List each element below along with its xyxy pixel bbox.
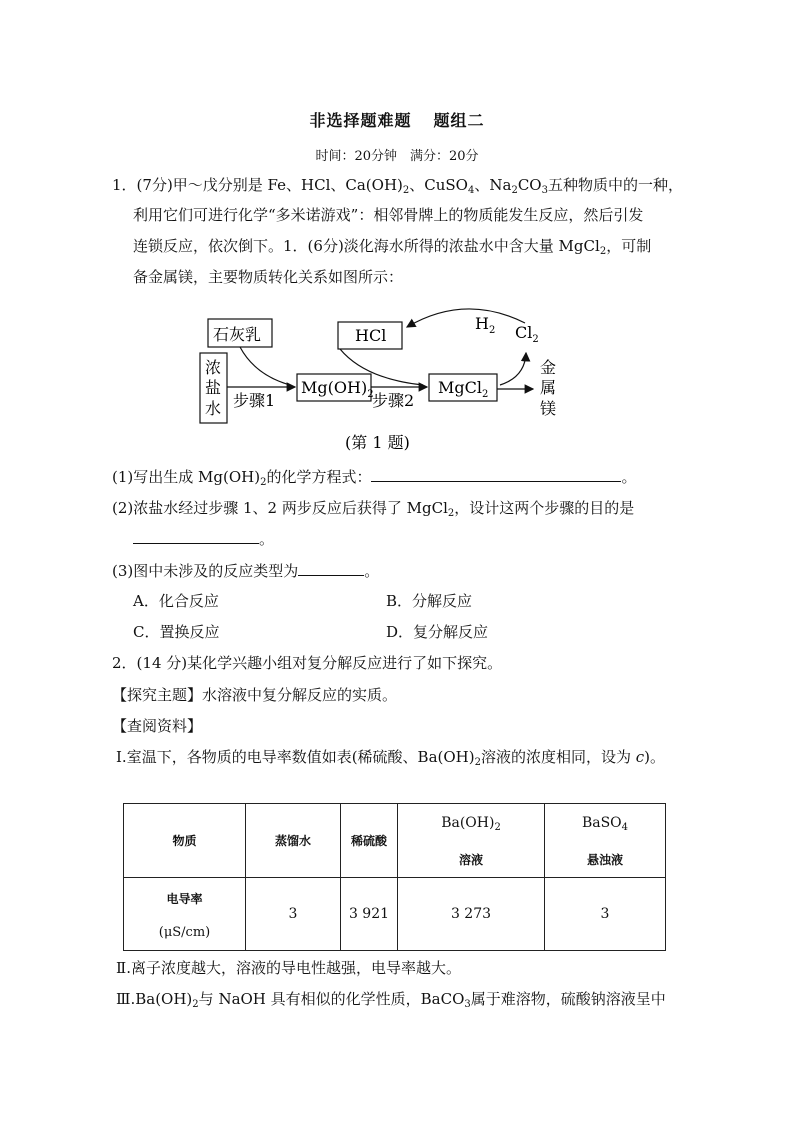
lime-milk-label: 石灰乳	[213, 325, 262, 344]
cell-dilute-sulfuric: 3 921	[341, 878, 398, 951]
th-baoh2: $Ba(OH)_2$ 溶液	[398, 804, 545, 878]
subq-2-blank-line: 。	[133, 524, 274, 554]
q2-line-3: 【查阅资料】	[112, 717, 203, 735]
page-title	[0, 108, 794, 131]
cell-baso4: 3	[545, 878, 666, 951]
q2-line-6: $Ⅲ.Ba(OH)_2$与 NaOH 具有相似的化学性质，BaCO$_3$属于难溶物，硫酸钠溶液呈中	[116, 990, 666, 1010]
time-score-info: 时间：20分钟 满分：20分	[315, 149, 479, 164]
mgcl2-label: MgCl$_2$	[438, 378, 489, 400]
q2-line-1: 2．(14 分)某化学兴趣小组对复分解反应进行了如下探究。	[112, 654, 503, 672]
title-main: 非选择题难题	[309, 111, 412, 130]
cell-baoh2: 3 273	[398, 878, 545, 951]
cell-distilled-water: 3	[246, 878, 341, 951]
row-conductivity: 电导率 (μS/cm)	[124, 878, 246, 951]
step1-label: 步骤1	[233, 391, 276, 410]
brine-label-2: 盐	[205, 378, 222, 397]
q2-line-2: 【探究主题】水溶液中复分解反应的实质。	[112, 686, 398, 704]
option-d: D．复分解反应	[386, 623, 489, 641]
answer-blank-1[interactable]	[371, 466, 621, 482]
answer-blank-2[interactable]	[133, 528, 259, 544]
subq-3: (3)图中未涉及的反应类型为 。	[112, 562, 380, 580]
arrow-to-hcl	[407, 309, 525, 327]
option-c: C．置换反应	[133, 623, 220, 641]
table-header-row	[124, 804, 666, 878]
mgoh2-label: $Mg(OH)_2$	[301, 378, 374, 400]
step2-label: 步骤2	[372, 391, 415, 410]
arrow-to-cl2	[500, 353, 526, 385]
q2-line-5: Ⅱ.离子浓度越大，溶液的导电性越强，电导率越大。	[116, 959, 461, 977]
metal-mg-label-3: 镁	[540, 399, 557, 418]
th-dilute-sulfuric: 稀硫酸	[341, 804, 398, 878]
subq-2: (2)浓盐水经过步骤 1、2 两步反应后获得了 MgCl$_2$，设计这两个步骤的目的是	[112, 499, 635, 519]
brine-label-1: 浓	[205, 358, 222, 377]
process-diagram	[195, 305, 575, 460]
h2-label: $H_2$	[475, 314, 496, 336]
title-group: 题组二	[433, 111, 485, 130]
brine-label-3: 水	[205, 399, 222, 418]
th-substance: 物质	[124, 804, 246, 878]
cl2-label: $Cl_2$	[515, 323, 539, 345]
arrow-lime-curve	[240, 347, 290, 385]
q1-line-1: 1．(7分)甲～戊分别是 Fe、HCl、$Ca(OH)_2$、CuSO$_4$、$Na_2CO_3$五种物质中的一种，	[112, 176, 683, 196]
metal-mg-label-2: 属	[540, 378, 557, 397]
subq-1: (1)写出生成 $Mg(OH)_2$的化学方程式： 。	[112, 468, 637, 488]
q1-line-3: 连锁反应，依次倒下。1．(6分)淡化海水所得的浓盐水中含大量 MgCl$_2$，可制	[133, 237, 652, 257]
answer-blank-3[interactable]	[298, 560, 364, 576]
th-distilled-water: 蒸馏水	[246, 804, 341, 878]
metal-mg-label-1: 金	[540, 358, 557, 377]
table-row	[124, 878, 666, 951]
th-baso4: BaSO$_4$ 悬浊液	[545, 804, 666, 878]
option-a: A．化合反应	[133, 592, 219, 610]
diagram-caption: (第 1 题)	[345, 433, 410, 452]
q2-line-4: Ⅰ.室温下，各物质的电导率数值如表(稀硫酸、$Ba(OH)_2$溶液的浓度相同，设为 c)。	[116, 748, 666, 768]
conductivity-table	[123, 803, 666, 951]
option-b: B．分解反应	[386, 592, 473, 610]
hcl-label: HCl	[355, 326, 387, 345]
q1-line-2: 利用它们可进行化学“多米诺游戏”：相邻骨牌上的物质能发生反应，然后引发	[133, 206, 644, 224]
q1-line-4: 备金属镁，主要物质转化关系如图所示：	[133, 268, 404, 286]
